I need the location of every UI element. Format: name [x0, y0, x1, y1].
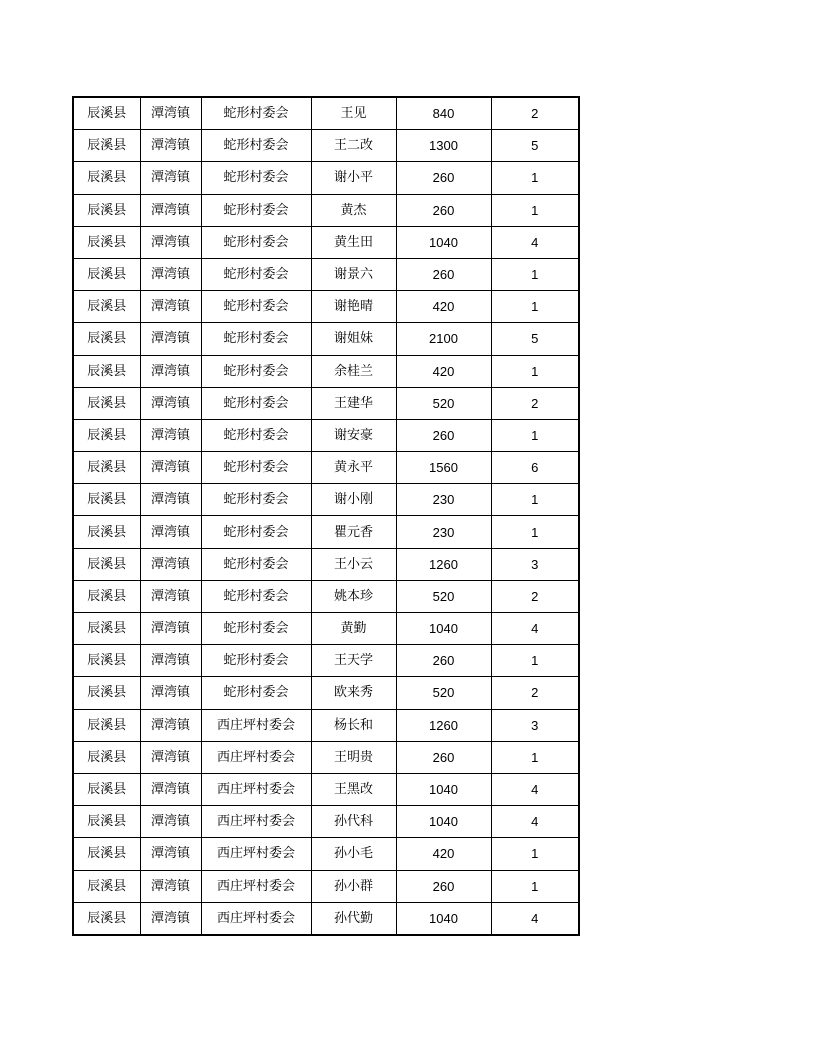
count-cell: 4 — [491, 773, 579, 805]
amount-cell: 1040 — [396, 806, 491, 838]
name-cell: 余桂兰 — [311, 355, 396, 387]
table-row — [73, 902, 579, 935]
town-cell: 潭湾镇 — [140, 580, 201, 612]
count-cell: 4 — [491, 613, 579, 645]
table-row — [73, 548, 579, 580]
county-cell: 辰溪县 — [73, 291, 140, 323]
amount-cell: 260 — [396, 194, 491, 226]
table-row — [73, 452, 579, 484]
count-cell: 1 — [491, 484, 579, 516]
amount-cell: 1040 — [396, 773, 491, 805]
county-cell: 辰溪县 — [73, 516, 140, 548]
table-row — [73, 645, 579, 677]
county-cell: 辰溪县 — [73, 419, 140, 451]
count-cell: 6 — [491, 452, 579, 484]
count-cell: 1 — [491, 162, 579, 194]
table-row — [73, 162, 579, 194]
table-row — [73, 709, 579, 741]
town-cell: 潭湾镇 — [140, 548, 201, 580]
county-cell: 辰溪县 — [73, 452, 140, 484]
county-cell: 辰溪县 — [73, 773, 140, 805]
table-row — [73, 773, 579, 805]
town-cell: 潭湾镇 — [140, 613, 201, 645]
county-cell: 辰溪县 — [73, 741, 140, 773]
county-cell: 辰溪县 — [73, 355, 140, 387]
count-cell: 3 — [491, 548, 579, 580]
table-row — [73, 258, 579, 290]
county-cell: 辰溪县 — [73, 97, 140, 130]
amount-cell: 260 — [396, 870, 491, 902]
village-cell: 蛇形村委会 — [201, 580, 311, 612]
amount-cell: 2100 — [396, 323, 491, 355]
village-cell: 西庄坪村委会 — [201, 838, 311, 870]
town-cell: 潭湾镇 — [140, 645, 201, 677]
name-cell: 王天学 — [311, 645, 396, 677]
name-cell: 孙代科 — [311, 806, 396, 838]
table-row — [73, 419, 579, 451]
amount-cell: 230 — [396, 516, 491, 548]
count-cell: 1 — [491, 194, 579, 226]
town-cell: 潭湾镇 — [140, 452, 201, 484]
name-cell: 欧来秀 — [311, 677, 396, 709]
count-cell: 1 — [491, 355, 579, 387]
name-cell: 孙小群 — [311, 870, 396, 902]
name-cell: 黄勤 — [311, 613, 396, 645]
table-body — [73, 97, 579, 935]
village-cell: 西庄坪村委会 — [201, 709, 311, 741]
table-row — [73, 677, 579, 709]
town-cell: 潭湾镇 — [140, 355, 201, 387]
county-cell: 辰溪县 — [73, 323, 140, 355]
county-cell: 辰溪县 — [73, 838, 140, 870]
count-cell: 1 — [491, 258, 579, 290]
name-cell: 王建华 — [311, 387, 396, 419]
village-cell: 蛇形村委会 — [201, 387, 311, 419]
name-cell: 谢小平 — [311, 162, 396, 194]
village-cell: 蛇形村委会 — [201, 645, 311, 677]
county-cell: 辰溪县 — [73, 709, 140, 741]
table-row — [73, 741, 579, 773]
town-cell: 潭湾镇 — [140, 387, 201, 419]
name-cell: 王二改 — [311, 130, 396, 162]
county-cell: 辰溪县 — [73, 226, 140, 258]
amount-cell: 260 — [396, 419, 491, 451]
village-cell: 蛇形村委会 — [201, 97, 311, 130]
amount-cell: 1560 — [396, 452, 491, 484]
count-cell: 1 — [491, 645, 579, 677]
table-row — [73, 387, 579, 419]
count-cell: 2 — [491, 677, 579, 709]
town-cell: 潭湾镇 — [140, 323, 201, 355]
village-cell: 西庄坪村委会 — [201, 773, 311, 805]
name-cell: 黄杰 — [311, 194, 396, 226]
table-row — [73, 806, 579, 838]
county-cell: 辰溪县 — [73, 258, 140, 290]
town-cell: 潭湾镇 — [140, 677, 201, 709]
table-row — [73, 355, 579, 387]
count-cell: 1 — [491, 516, 579, 548]
amount-cell: 1040 — [396, 613, 491, 645]
name-cell: 黄生田 — [311, 226, 396, 258]
county-cell: 辰溪县 — [73, 645, 140, 677]
county-cell: 辰溪县 — [73, 387, 140, 419]
amount-cell: 260 — [396, 741, 491, 773]
amount-cell: 1040 — [396, 902, 491, 935]
table-row — [73, 484, 579, 516]
town-cell: 潭湾镇 — [140, 870, 201, 902]
amount-cell: 420 — [396, 838, 491, 870]
count-cell: 1 — [491, 291, 579, 323]
county-cell: 辰溪县 — [73, 580, 140, 612]
count-cell: 2 — [491, 97, 579, 130]
name-cell: 王见 — [311, 97, 396, 130]
amount-cell: 260 — [396, 645, 491, 677]
village-cell: 蛇形村委会 — [201, 291, 311, 323]
name-cell: 王小云 — [311, 548, 396, 580]
count-cell: 1 — [491, 838, 579, 870]
village-cell: 西庄坪村委会 — [201, 902, 311, 935]
town-cell: 潭湾镇 — [140, 902, 201, 935]
count-cell: 2 — [491, 580, 579, 612]
table-row — [73, 323, 579, 355]
table-row — [73, 580, 579, 612]
name-cell: 谢姐妹 — [311, 323, 396, 355]
name-cell: 谢小刚 — [311, 484, 396, 516]
town-cell: 潭湾镇 — [140, 741, 201, 773]
amount-cell: 520 — [396, 387, 491, 419]
town-cell: 潭湾镇 — [140, 419, 201, 451]
village-cell: 蛇形村委会 — [201, 419, 311, 451]
village-cell: 蛇形村委会 — [201, 194, 311, 226]
table-row — [73, 291, 579, 323]
amount-cell: 520 — [396, 677, 491, 709]
county-cell: 辰溪县 — [73, 870, 140, 902]
town-cell: 潭湾镇 — [140, 484, 201, 516]
name-cell: 姚本珍 — [311, 580, 396, 612]
table-row — [73, 870, 579, 902]
town-cell: 潭湾镇 — [140, 709, 201, 741]
amount-cell: 260 — [396, 258, 491, 290]
amount-cell: 1260 — [396, 548, 491, 580]
count-cell: 1 — [491, 870, 579, 902]
town-cell: 潭湾镇 — [140, 838, 201, 870]
count-cell: 1 — [491, 419, 579, 451]
town-cell: 潭湾镇 — [140, 130, 201, 162]
village-cell: 蛇形村委会 — [201, 677, 311, 709]
name-cell: 杨长和 — [311, 709, 396, 741]
table-row — [73, 194, 579, 226]
village-cell: 西庄坪村委会 — [201, 741, 311, 773]
name-cell: 王黑改 — [311, 773, 396, 805]
village-cell: 蛇形村委会 — [201, 323, 311, 355]
count-cell: 4 — [491, 226, 579, 258]
amount-cell: 230 — [396, 484, 491, 516]
village-cell: 蛇形村委会 — [201, 130, 311, 162]
name-cell: 孙代勤 — [311, 902, 396, 935]
table-row — [73, 838, 579, 870]
county-cell: 辰溪县 — [73, 806, 140, 838]
village-cell: 西庄坪村委会 — [201, 870, 311, 902]
count-cell: 2 — [491, 387, 579, 419]
amount-cell: 840 — [396, 97, 491, 130]
data-table — [72, 96, 580, 936]
table-row — [73, 130, 579, 162]
name-cell: 孙小毛 — [311, 838, 396, 870]
amount-cell: 420 — [396, 355, 491, 387]
village-cell: 蛇形村委会 — [201, 226, 311, 258]
village-cell: 西庄坪村委会 — [201, 806, 311, 838]
town-cell: 潭湾镇 — [140, 806, 201, 838]
county-cell: 辰溪县 — [73, 677, 140, 709]
county-cell: 辰溪县 — [73, 902, 140, 935]
village-cell: 蛇形村委会 — [201, 548, 311, 580]
town-cell: 潭湾镇 — [140, 773, 201, 805]
name-cell: 黄永平 — [311, 452, 396, 484]
village-cell: 蛇形村委会 — [201, 613, 311, 645]
town-cell: 潭湾镇 — [140, 162, 201, 194]
table-row — [73, 97, 579, 130]
village-cell: 蛇形村委会 — [201, 355, 311, 387]
count-cell: 1 — [491, 741, 579, 773]
village-cell: 蛇形村委会 — [201, 452, 311, 484]
amount-cell: 260 — [396, 162, 491, 194]
town-cell: 潭湾镇 — [140, 194, 201, 226]
count-cell: 5 — [491, 323, 579, 355]
town-cell: 潭湾镇 — [140, 226, 201, 258]
count-cell: 4 — [491, 902, 579, 935]
name-cell: 谢艳晴 — [311, 291, 396, 323]
county-cell: 辰溪县 — [73, 130, 140, 162]
village-cell: 蛇形村委会 — [201, 484, 311, 516]
table-row — [73, 516, 579, 548]
name-cell: 谢景六 — [311, 258, 396, 290]
village-cell: 蛇形村委会 — [201, 258, 311, 290]
count-cell: 4 — [491, 806, 579, 838]
table-row — [73, 613, 579, 645]
county-cell: 辰溪县 — [73, 613, 140, 645]
amount-cell: 1260 — [396, 709, 491, 741]
name-cell: 谢安豪 — [311, 419, 396, 451]
county-cell: 辰溪县 — [73, 484, 140, 516]
town-cell: 潭湾镇 — [140, 291, 201, 323]
amount-cell: 420 — [396, 291, 491, 323]
count-cell: 5 — [491, 130, 579, 162]
county-cell: 辰溪县 — [73, 548, 140, 580]
town-cell: 潭湾镇 — [140, 516, 201, 548]
table-row — [73, 226, 579, 258]
town-cell: 潭湾镇 — [140, 97, 201, 130]
amount-cell: 1040 — [396, 226, 491, 258]
village-cell: 蛇形村委会 — [201, 162, 311, 194]
town-cell: 潭湾镇 — [140, 258, 201, 290]
county-cell: 辰溪县 — [73, 162, 140, 194]
amount-cell: 1300 — [396, 130, 491, 162]
name-cell: 王明贵 — [311, 741, 396, 773]
county-cell: 辰溪县 — [73, 194, 140, 226]
name-cell: 瞿元香 — [311, 516, 396, 548]
village-cell: 蛇形村委会 — [201, 516, 311, 548]
count-cell: 3 — [491, 709, 579, 741]
amount-cell: 520 — [396, 580, 491, 612]
